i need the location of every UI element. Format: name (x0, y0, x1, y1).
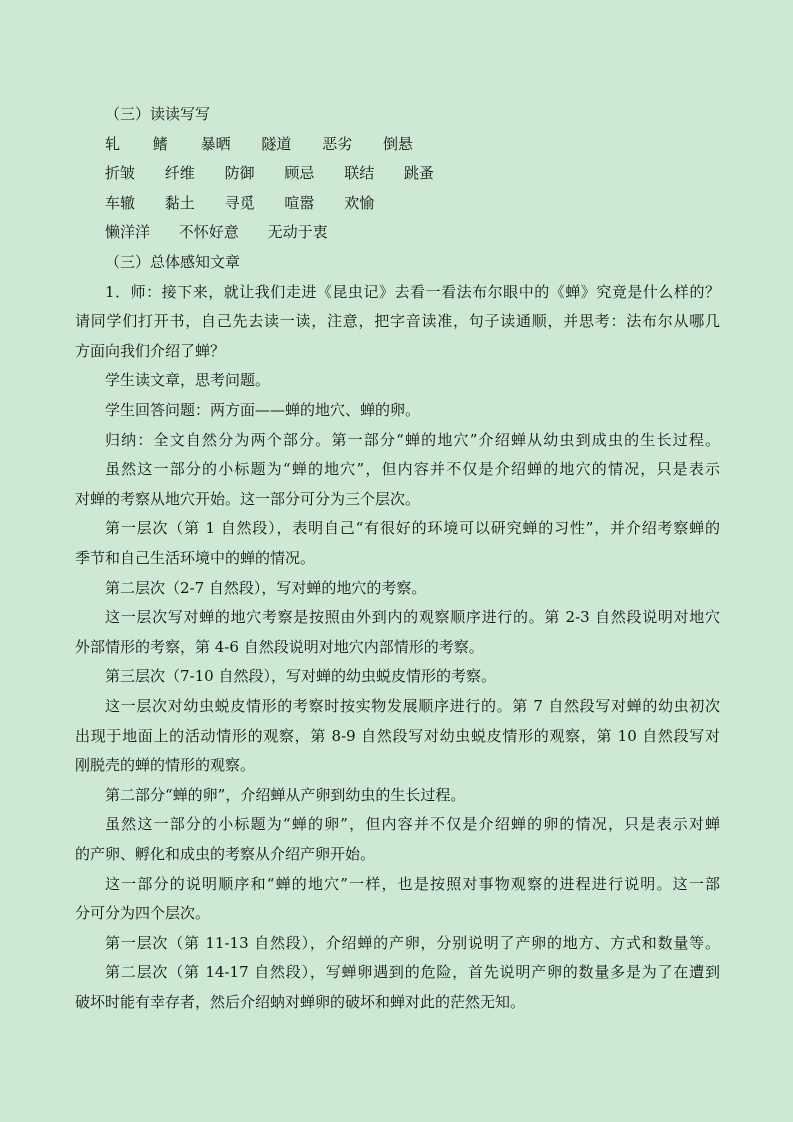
paragraph-line: 方面向我们介绍了蝉？ (75, 342, 226, 360)
vocab-word: 跳蚤 (403, 164, 434, 182)
paragraph-line: 这一部分的说明顺序和“蝉的地穴”一样，也是按照对事物观察的进程进行说明。这一部 (105, 875, 720, 893)
paragraph-line: 外部情形的考察，第 4-6 自然段说明对地穴内部情形的考察。 (75, 638, 484, 656)
vocab-word: 防御 (224, 164, 255, 182)
vocab-word: 折皱 (105, 164, 136, 182)
vocab-word: 轧 (105, 135, 121, 153)
vocab-word: 联结 (344, 164, 375, 182)
paragraph-line: 的产卵、孵化和成虫的考察从介绍产卵开始。 (75, 845, 376, 863)
paragraph-line: 学生读文章，思考问题。 (105, 371, 271, 389)
vocab-word: 欢愉 (344, 194, 375, 212)
paragraph-line: 对蝉的考察从地穴开始。这一部分可分为三个层次。 (75, 490, 421, 508)
paragraph-line: 虽然这一部分的小标题为“蝉的卵”，但内容并不仅是介绍蝉的卵的情况，只是表示对蝉 (105, 815, 720, 833)
paragraph-line: 破坏时能有幸存者，然后介绍蚋对蝉卵的破坏和蝉对此的茫然无知。 (75, 993, 526, 1011)
paragraph-line: 1．师：接下来，就让我们走进《昆虫记》去看一看法布尔眼中的《蝉》究竟是什么样的？ (105, 283, 720, 301)
vocab-word: 懒洋洋 (105, 223, 151, 241)
vocab-word: 恶劣 (322, 135, 353, 153)
vocab-row-1 (105, 134, 413, 154)
paragraph-line: 分可分为四个层次。 (75, 904, 211, 922)
paragraph-line: 出现于地面上的活动情形的观察，第 8-9 自然段写对幼虫蜕皮情形的观察，第 10 自然段写对 (75, 727, 720, 745)
vocab-word: 黏土 (164, 194, 195, 212)
section-heading-overview: （三）总体感知文章 (105, 253, 241, 271)
vocab-word: 寻觅 (224, 194, 255, 212)
vocab-row-4 (105, 222, 328, 242)
vocab-word: 车辙 (105, 194, 136, 212)
paragraph-line: 这一层次写对蝉的地穴考察是按照由外到内的观察顺序进行的。第 2-3 自然段说明对地穴 (105, 608, 720, 626)
paragraph-line: 第二层次（2-7 自然段），写对蝉的地穴的考察。 (105, 579, 427, 597)
paragraph-line: 第二层次（第 14-17 自然段），写蝉卵遇到的危险，首先说明产卵的数量多是为了在遭到 (105, 963, 720, 981)
vocab-row-2 (105, 163, 434, 183)
vocab-word: 鳍 (152, 135, 168, 153)
paragraph-line: 第三层次（7-10 自然段），写对蝉的幼虫蜕皮情形的考察。 (105, 667, 496, 685)
section-heading-read-write: （三）读读写写 (105, 105, 211, 123)
vocab-word: 喧嚣 (284, 194, 315, 212)
paragraph-line: 请同学们打开书，自己先去读一读，注意，把字音读准，句子读通顺，并思考：法布尔从哪几 (75, 312, 720, 330)
vocab-word: 纤维 (164, 164, 195, 182)
paragraph-line: 季节和自己生活环境中的蝉的情况。 (75, 549, 316, 567)
vocab-word: 顾忌 (284, 164, 315, 182)
vocab-row-3 (105, 193, 374, 213)
vocab-word: 隧道 (261, 135, 292, 153)
vocab-word: 倒悬 (382, 135, 413, 153)
paragraph-line: 这一层次对幼虫蜕皮情形的考察时按实物发展顺序进行的。第 7 自然段写对蝉的幼虫初次 (105, 697, 720, 715)
paragraph-line: 第一层次（第 1 自然段），表明自己“有很好的环境可以研究蝉的习性”，并介绍考察蝉的 (105, 519, 720, 537)
paragraph-line: 学生回答问题：两方面——蝉的地穴、蝉的卵。 (105, 401, 421, 419)
vocab-word: 暴晒 (200, 135, 231, 153)
vocab-word: 不怀好意 (178, 223, 239, 241)
paragraph-line: 虽然这一部分的小标题为“蝉的地穴”，但内容并不仅是介绍蝉的地穴的情况，只是表示 (105, 460, 720, 478)
vocab-word: 无动于衷 (267, 223, 328, 241)
paragraph-line: 第一层次（第 11-13 自然段），介绍蝉的产卵，分别说明了产卵的地方、方式和数量等。 (105, 934, 720, 952)
paragraph-line: 归纳：全文自然分为两个部分。第一部分“蝉的地穴”介绍蝉从幼虫到成虫的生长过程。 (105, 431, 720, 449)
paragraph-line: 刚脱壳的蝉的情形的观察。 (75, 756, 256, 774)
paragraph-line: 第二部分“蝉的卵”，介绍蝉从产卵到幼虫的生长过程。 (105, 786, 466, 804)
